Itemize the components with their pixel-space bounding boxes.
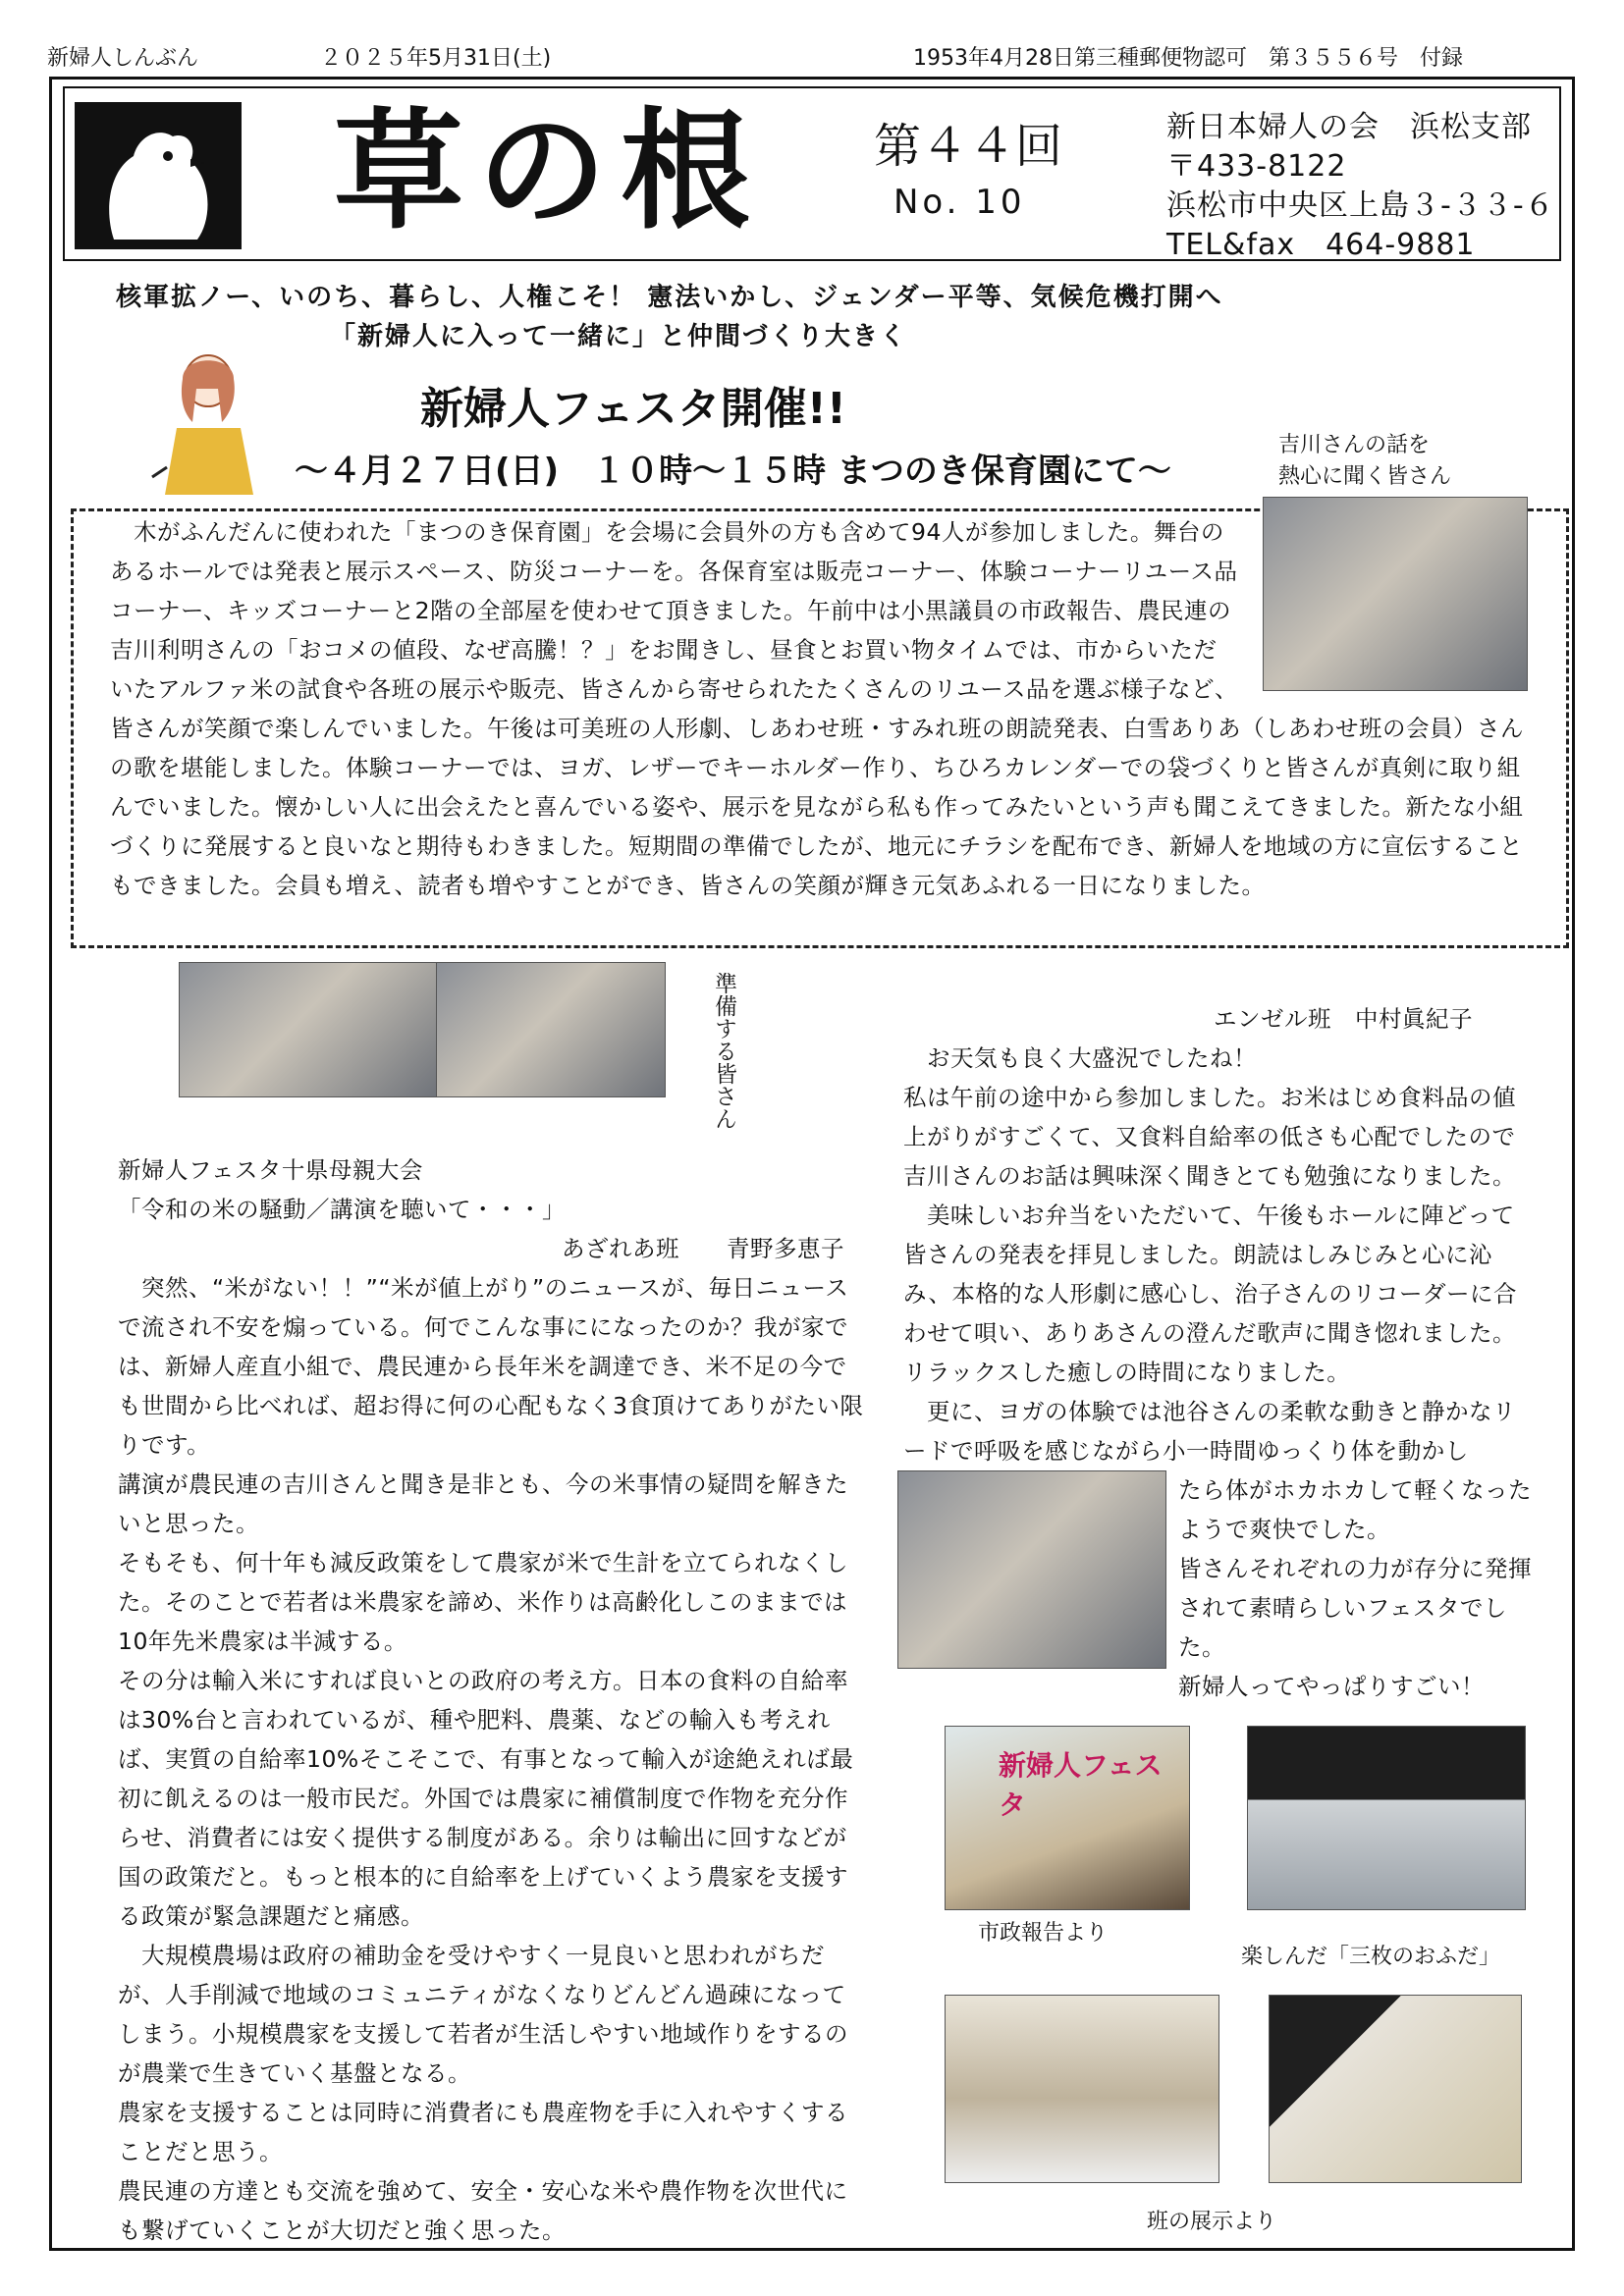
puppet-show-caption: 楽しんだ「三枚のおふだ」	[1241, 1945, 1501, 1969]
display-caption: 班の展示より	[1147, 2210, 1277, 2234]
impression-side-text	[1178, 1470, 1532, 1706]
impression-paragraph: 美味しいお弁当をいただいて、午後もホールに陣どって皆さんの発表を拝見しました。朗読はしみじみと心に沁み、本格的な人形劇に感心し、治子さんのリコーダーに合わせて唄い、ありあさんの澄んだ歌声に聞き惚れました。リラックスした癒しの時間になりました。	[903, 1201, 1517, 1386]
festa-banner-text: 新婦人フェスタ	[999, 1749, 1163, 1821]
org-name: 新日本婦人の会 浜松支部	[1166, 110, 1532, 144]
impression-paragraph: 新婦人ってやっぱりすごい！	[1178, 1673, 1485, 1700]
festa-headline: 新婦人フェスタ開催!!	[420, 384, 846, 434]
masthead-title: 草の根	[334, 96, 764, 247]
puppet-show-photo	[1247, 1726, 1526, 1910]
lecture-byline: あざれあ班 青野多恵子	[562, 1235, 844, 1262]
impression-paragraph: たら体がホカホカして軽くなったようで爽快でした。	[1178, 1476, 1532, 1543]
impression-paragraph: お天気も良く大盛況でしたね！	[903, 1044, 1257, 1072]
woman-illustration	[147, 349, 265, 497]
lecture-photo	[1263, 497, 1528, 691]
org-address: 浜松市中央区上島３-３３-６	[1166, 188, 1555, 223]
prep-photo-1	[179, 962, 438, 1097]
impression-article	[903, 999, 1532, 1470]
lecture-article	[118, 1150, 864, 2250]
impression-paragraph: 私は午前の途中から参加しました。お米はじめ食料品の値上がりがすごくて、又食料自給率の低さも心配でしたので吉川さんのお話は興味深く聞きとても勉強になりました。	[903, 1084, 1516, 1190]
festa-subheadline: ～４月２７日(日) １０時～１５時 まつのき保育園にて～	[295, 452, 1171, 491]
slogan-2: 「新婦人に入って一緒に」と仲間づくり大きく	[330, 322, 908, 351]
org-postal: 〒433-8122	[1166, 149, 1347, 184]
prep-photo-caption: 準備する皆さん	[711, 972, 736, 1130]
org-tel: TEL&fax 464-9881	[1166, 228, 1476, 262]
paper-name: 新婦人しんぶん	[47, 46, 199, 71]
impression-paragraph: 皆さんそれぞれの力が存分に発揮されて素晴らしいフェスタでした。	[1178, 1555, 1532, 1661]
lecture-heading-1: 新婦人フェスタ十県母親大会	[118, 1156, 423, 1184]
lecture-paragraph: 大規模農場は政府の補助金を受けやすく一見良いと思われがちだが、人手削減で地域のコミュニティがなくなりどんどん過疎になってしまう。小規模農家を支援して若者が生活しやすい地域作りをするのが農業で生きていく基盤となる。	[118, 1942, 848, 2087]
prep-photo-2	[436, 962, 666, 1097]
display-photo-1	[945, 1995, 1219, 2183]
festa-photo-caption-1: 吉川さんの話を	[1278, 433, 1431, 457]
bird-logo	[75, 102, 242, 249]
issue-number: 第４４回	[874, 119, 1063, 174]
lecture-paragraph: 農家を支援することは同時に消費者にも農産物を手に入れやすくすることだと思う。	[118, 2099, 848, 2165]
impression-byline: エンゼル班 中村眞紀子	[1214, 1005, 1473, 1033]
city-report-photo	[945, 1726, 1190, 1910]
issue-date: ２０２５年5月31日(土)	[320, 46, 552, 71]
slogan-1: 核軍拡ノー、いのち、暮らし、人権こそ！ 憲法いかし、ジェンダー平等、気候危機打開へ	[116, 283, 1223, 312]
display-photo-2	[1269, 1995, 1522, 2183]
lecture-paragraph: その分は輸入米にすれば良いとの政府の考え方。日本の食料の自給率は30%台と言われているが、種や肥料、農薬、などの輸入も考えれば、実質の自給率10%そこそこで、有事となって輸入が途絶えれば最初に飢えるのは一般市民だ。外国では農家に補償制度で作物を充分作らせ、消費者には安く提供する制度がある。余りは輸出に回すなどが国の政策だと。もっと根本的に自給率を上げていくよう農家を支援する政策が緊急課題だと痛感。	[118, 1667, 854, 1930]
sales-photo	[897, 1470, 1166, 1669]
issue-no: No. 10	[893, 183, 1026, 222]
festa-photo-caption-2: 熱心に聞く皆さん	[1278, 464, 1452, 489]
lecture-paragraph: そもそも、何十年も減反政策をして農家が米で生計を立てられなくした。そのことで若者は米農家を諦め、米作りは高齢化しこのままでは10年先米農家は半減する。	[118, 1549, 848, 1655]
impression-paragraph: 更に、ヨガの体験では池谷さんの柔軟な動きと静かなリードで呼吸を感じながら小一時間ゆっくり体を動かし	[903, 1398, 1516, 1465]
lecture-paragraph: 講演が農民連の吉川さんと聞き是非とも、今の米事情の疑問を解きたいと思った。	[118, 1470, 848, 1537]
postal-permit: 1953年4月28日第三種郵便物認可 第３５５６号 付録	[913, 46, 1463, 71]
city-report-caption: 市政報告より	[978, 1921, 1109, 1946]
lecture-paragraph: 農民連の方達とも交流を強めて、安全・安心な米や農作物を次世代にも繋げていくことが大切だと強く思った。	[118, 2177, 848, 2244]
lecture-paragraph: 突然、“米がない！！”“米が値上がり”のニュースが、毎日ニュースで流され不安を煽っている。何でこんな事にになったのか？我が家では、新婦人産直小組で、農民連から長年米を調達でき、米不足の今でも世間から比べれば、超お得に何の心配もなく3食頂けてありがたい限りです。	[118, 1274, 864, 1459]
lecture-heading-2: 「令和の米の騒動／講演を聴いて・・・」	[118, 1196, 566, 1223]
festa-article-text: 木がふんだんに使われた「まつのき保育園」を会場に会員外の方も含めて94人が参加しました。舞台のあるホールでは発表と展示スペース、防災コーナーを。各保育室は販売コーナー、体験コーナーリユース品コーナー、キッズコーナーと2階の全部屋を使わせて頂きました。午前中は小黒議員の市政報告、農民連の吉川利明さんの「おコメの値段、なぜ高騰！？」をお聞きし、昼食とお買い物タイムでは、市からいただいたアルファ米の試食や各班の展示や販売、皆さんから寄せられたたくさんのリユース品を選ぶ様子など、皆さんが笑顔で楽しんでいました。午後は可美班の人形劇、しあわせ班・すみれ班の朗読発表、白雪ありあ（しあわせ班の会員）さんの歌を堪能しました。体験コーナーでは、ヨガ、レザーでキーホルダー作り、ちひろカレンダーでの袋づくりと皆さんが真剣に取り組んでいました。懐かしい人に出会えたと喜んでいる姿や、展示を見ながら私も作ってみたいという声も聞こえてきました。新たな小組づくりに発展すると良いなと期待もわきました。短期間の準備でしたが、地元にチラシを配布でき、新婦人を地域の方に宣伝することもできました。会員も増え、読者も増やすことができ、皆さんの笑顔が輝き元気あふれる一日になりました。	[110, 518, 1524, 899]
